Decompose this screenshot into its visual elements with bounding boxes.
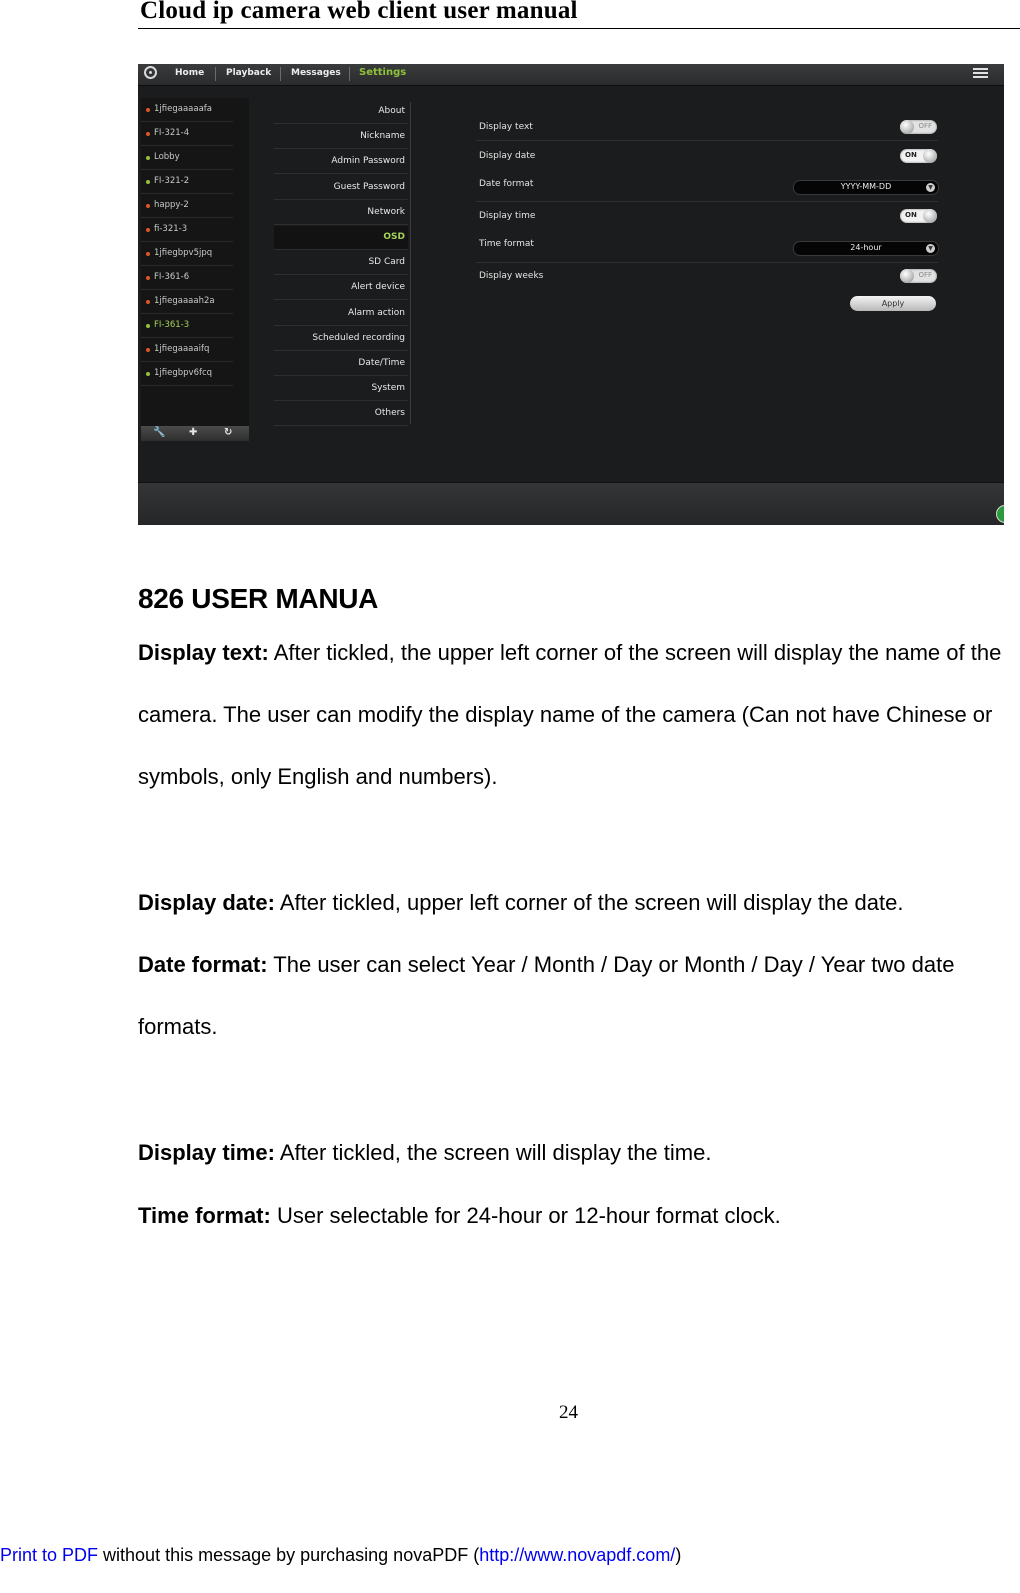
time-format-label: Time format [479, 239, 534, 249]
section-title: 826 USER MANUA [138, 583, 379, 614]
refresh-icon[interactable]: ↻ [224, 427, 233, 438]
term-date-format: Date format: [138, 952, 268, 977]
camera-name: 1jfiegaaaah2a [154, 296, 215, 306]
plus-icon[interactable]: ✚ [189, 427, 198, 438]
option-divider [476, 140, 938, 141]
bottom-bar [138, 482, 1004, 525]
status-dot-icon [146, 108, 150, 112]
camera-name: happy-2 [154, 200, 189, 210]
settings-menu-item-nickname[interactable]: Nickname [274, 125, 408, 149]
camera-list-toolbar [141, 426, 249, 441]
status-dot-icon [146, 276, 150, 280]
status-dot-icon [146, 132, 150, 136]
app-logo-icon [144, 66, 157, 79]
document-title: Cloud ip camera web client user manual [140, 0, 578, 24]
page-number: 24 [559, 1402, 578, 1423]
nav-divider [280, 67, 281, 81]
term-display-date: Display date: [138, 890, 275, 915]
nav-playback[interactable]: Playback [226, 68, 272, 78]
settings-menu-item-alert-device[interactable]: Alert device [274, 276, 408, 300]
settings-menu-item-admin-password[interactable]: Admin Password [274, 150, 408, 174]
display-weeks-toggle[interactable] [900, 269, 937, 283]
status-dot-icon [146, 300, 150, 304]
date-format-paragraph [138, 934, 1006, 1058]
display-text-paragraph [138, 622, 1006, 808]
camera-name: FI-361-3 [154, 320, 190, 330]
display-date-paragraph [138, 872, 1006, 934]
settings-menu-item-osd[interactable]: OSD [274, 226, 408, 250]
hamburger-menu-icon[interactable] [973, 68, 988, 80]
toggle-state: OFF [918, 271, 932, 279]
status-dot-icon [146, 180, 150, 184]
camera-list-item[interactable] [141, 98, 233, 122]
camera-name: 1jfiegaaaaifq [154, 344, 210, 354]
status-dot-icon [146, 324, 150, 328]
camera-list-item[interactable] [141, 290, 233, 314]
camera-list-item[interactable] [141, 266, 233, 290]
camera-settings-screenshot [138, 64, 1004, 525]
status-dot-icon [146, 252, 150, 256]
camera-name: 1jfiegaaaaafa [154, 104, 212, 114]
status-dot-icon [146, 348, 150, 352]
pdf-footer [0, 1545, 681, 1566]
camera-list-item[interactable] [141, 146, 233, 170]
settings-menu-item-scheduled-recording[interactable]: Scheduled recording [274, 327, 408, 351]
settings-menu-item-alarm-action[interactable]: Alarm action [274, 302, 408, 326]
camera-name: fi-321-3 [154, 224, 188, 234]
status-dot-icon [146, 156, 150, 160]
camera-list-item[interactable] [141, 194, 233, 218]
apply-button[interactable]: Apply [850, 296, 936, 311]
print-to-pdf-link[interactable]: Print to PDF [0, 1545, 99, 1565]
camera-name: FI-361-6 [154, 272, 190, 282]
toggle-state: OFF [918, 122, 932, 130]
camera-name: FI-321-2 [154, 176, 190, 186]
camera-list-item[interactable] [141, 338, 233, 362]
settings-menu-item-others[interactable]: Others [274, 402, 408, 426]
display-time-paragraph [138, 1122, 1006, 1184]
option-divider [476, 262, 938, 263]
date-format-select[interactable] [793, 180, 939, 195]
camera-name: 1jfiegbpv6fcq [154, 368, 213, 378]
settings-menu-item-guest-password[interactable]: Guest Password [274, 176, 408, 200]
nav-home[interactable]: Home [175, 68, 205, 78]
toggle-knob [923, 149, 937, 163]
settings-menu-item-date-time[interactable]: Date/Time [274, 352, 408, 376]
term-display-time: Display time: [138, 1140, 275, 1165]
time-format-paragraph [138, 1185, 1006, 1247]
display-date-toggle[interactable] [900, 149, 937, 163]
display-text-toggle[interactable] [900, 120, 937, 134]
camera-list [141, 98, 249, 426]
display-date-label: Display date [479, 151, 536, 161]
toggle-knob [923, 209, 937, 223]
settings-menu [274, 100, 410, 460]
settings-menu-item-system[interactable]: System [274, 377, 408, 401]
display-time-toggle[interactable] [900, 209, 937, 223]
desc-time-format: User selectable for 24-hour or 12-hour format clock. [270, 1203, 781, 1228]
display-weeks-label: Display weeks [479, 271, 544, 281]
toggle-state: ON [905, 151, 917, 159]
display-time-label: Display time [479, 211, 536, 221]
status-dot-icon [146, 228, 150, 232]
toggle-knob [900, 269, 914, 283]
chevron-down-icon: ▼ [926, 183, 935, 192]
camera-name: Lobby [154, 152, 180, 162]
display-text-label: Display text [479, 122, 533, 132]
settings-menu-item-sd-card[interactable]: SD Card [274, 251, 408, 275]
camera-name: 1jfiegbpv5jpq [154, 248, 213, 258]
camera-list-item[interactable] [141, 170, 233, 194]
camera-list-item[interactable] [141, 218, 233, 242]
date-format-value: YYYY-MM-DD [840, 182, 892, 191]
wrench-icon[interactable]: 🔧 [153, 427, 166, 438]
camera-name: FI-321-4 [154, 128, 190, 138]
settings-menu-item-about[interactable]: About [274, 100, 408, 124]
desc-display-text: After tickled, the upper left corner of the screen will display the name of the camera. The user can modify the display name of the camera (Can not have Chinese or symbols, only English and numbers). [138, 640, 1002, 789]
footer-text-end: ) [675, 1545, 682, 1565]
date-format-label: Date format [479, 179, 534, 189]
term-display-text: Display text: [138, 640, 269, 665]
desc-display-date: After tickled, upper left corner of the screen will display the date. [274, 890, 904, 915]
camera-list-item[interactable] [141, 362, 233, 386]
novapdf-url-link[interactable]: http://www.novapdf.com/ [479, 1545, 676, 1565]
camera-list-item[interactable] [141, 122, 233, 146]
document-header [138, 0, 1020, 29]
nav-divider [349, 67, 350, 81]
chevron-down-icon: ▼ [926, 244, 935, 253]
term-time-format: Time format: [138, 1203, 271, 1228]
desc-date-format: The user can select Year / Month / Day or Month / Day / Year two date formats. [138, 952, 955, 1039]
time-format-select[interactable] [793, 241, 939, 256]
toggle-state: ON [905, 211, 917, 219]
status-dot-icon [146, 204, 150, 208]
nav-messages[interactable]: Messages [291, 68, 341, 78]
settings-menu-divider [410, 102, 411, 424]
option-divider [476, 201, 938, 202]
status-dot-icon [146, 372, 150, 376]
toggle-knob [900, 120, 914, 134]
camera-list-item[interactable] [141, 314, 233, 338]
settings-menu-item-network[interactable]: Network [274, 201, 408, 225]
nav-divider [215, 67, 216, 81]
top-nav-bar [138, 64, 1004, 86]
desc-display-time: After tickled, the screen will display the time. [274, 1140, 712, 1165]
footer-text: without this message by purchasing novaPDF ( [98, 1545, 480, 1565]
camera-list-item[interactable] [141, 242, 233, 266]
nav-settings[interactable]: Settings [359, 67, 407, 78]
time-format-value: 24-hour [850, 243, 882, 252]
